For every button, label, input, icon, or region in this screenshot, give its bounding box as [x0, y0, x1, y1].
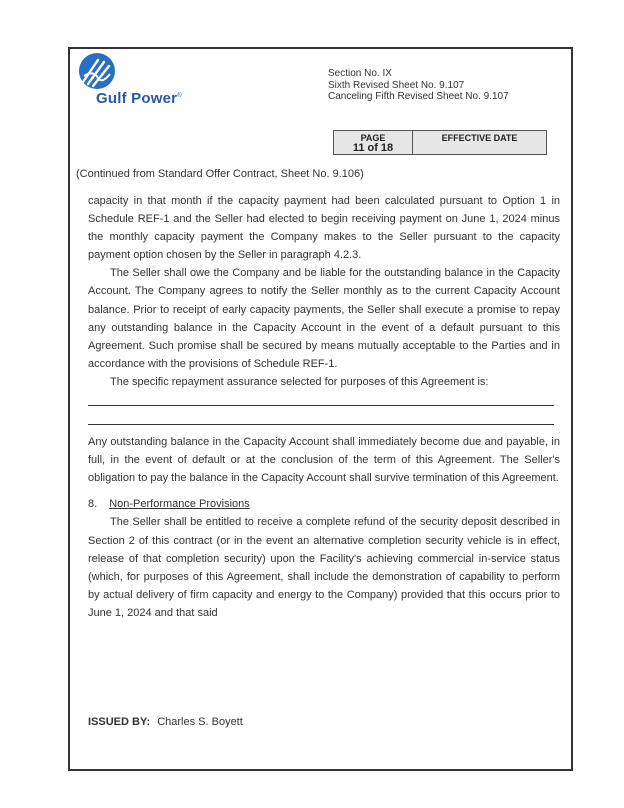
- section-heading: [88, 495, 560, 513]
- paragraph: Any outstanding balance in the Capacity Account shall immediately become due and payable, in full, in the event of default or at the conclusion of the term of this Agreement. The Seller's obligation to pay the balance in the Capacity Account shall survive termination of this Agreement.: [88, 436, 560, 485]
- page-cell: [334, 131, 413, 154]
- issued-by-name: Charles S. Boyett: [157, 716, 243, 728]
- paragraph: The specific repayment assurance selected for purposes of this Agreement is:: [110, 375, 489, 388]
- page-label: PAGE: [360, 133, 386, 143]
- section-number: Section No. IX: [328, 68, 392, 79]
- continued-note: (Continued from Standard Offer Contract, Sheet No. 9.106): [76, 168, 364, 180]
- document-body: [88, 192, 560, 622]
- paragraph: The Seller shall be entitled to receive a complete refund of the security deposit described in Section 2 of this contract (or in the event an alternative completion security vehicle is in effect, release of that completion security) upon the Facility's achieving commercial in-service status (which, for purposes of this Agreement, shall include the demonstration of capability to perform by actual delivery of firm capacity and energy to the Company) provided that this occurs prior to June 1, 2024 and that said: [88, 516, 560, 619]
- paragraph: The Seller shall owe the Company and be liable for the outstanding balance in the Capacity Account. The Company agrees to notify the Seller monthly as to the current Capacity Account balance. Prior to receipt of early capacity payments, the Seller shall execute a promise to repay any outstanding balance in the Capacity Account in the event of a default pursuant to this Agreement. Such promise shall be secured by means mutually acceptable to the Parties and in accordance with the provisions of Schedule REF-1.: [88, 267, 560, 370]
- canceling-sheet: Canceling Fifth Revised Sheet No. 9.107: [328, 91, 509, 102]
- issued-by-label: ISSUED BY:: [88, 716, 151, 728]
- blank-line: [88, 395, 554, 406]
- page-info-box: [333, 130, 547, 155]
- section-number: 8.: [88, 498, 98, 511]
- sheet-info: [328, 68, 509, 103]
- section-title: Non-Performance Provisions: [109, 498, 250, 511]
- blank-line: [88, 414, 554, 425]
- effective-date-label: EFFECTIVE DATE: [441, 133, 518, 143]
- paragraph: capacity in that month if the capacity payment had been calculated pursuant to Option 1 in Schedule REF-1 and the Seller had elected to begin receiving payment on June 1, 2024 minus the monthly capacity payment the Company makes to the Seller pursuant to the capacity payment option chosen by the Seller in paragraph 4.2.3.: [88, 195, 560, 262]
- issued-by: [88, 716, 243, 728]
- sheet-number: Sixth Revised Sheet No. 9.107: [328, 79, 465, 91]
- effective-date-cell: [413, 131, 546, 154]
- page-number: 11 of 18: [352, 142, 394, 154]
- logo-wordmark: Gulf Power®: [96, 90, 182, 107]
